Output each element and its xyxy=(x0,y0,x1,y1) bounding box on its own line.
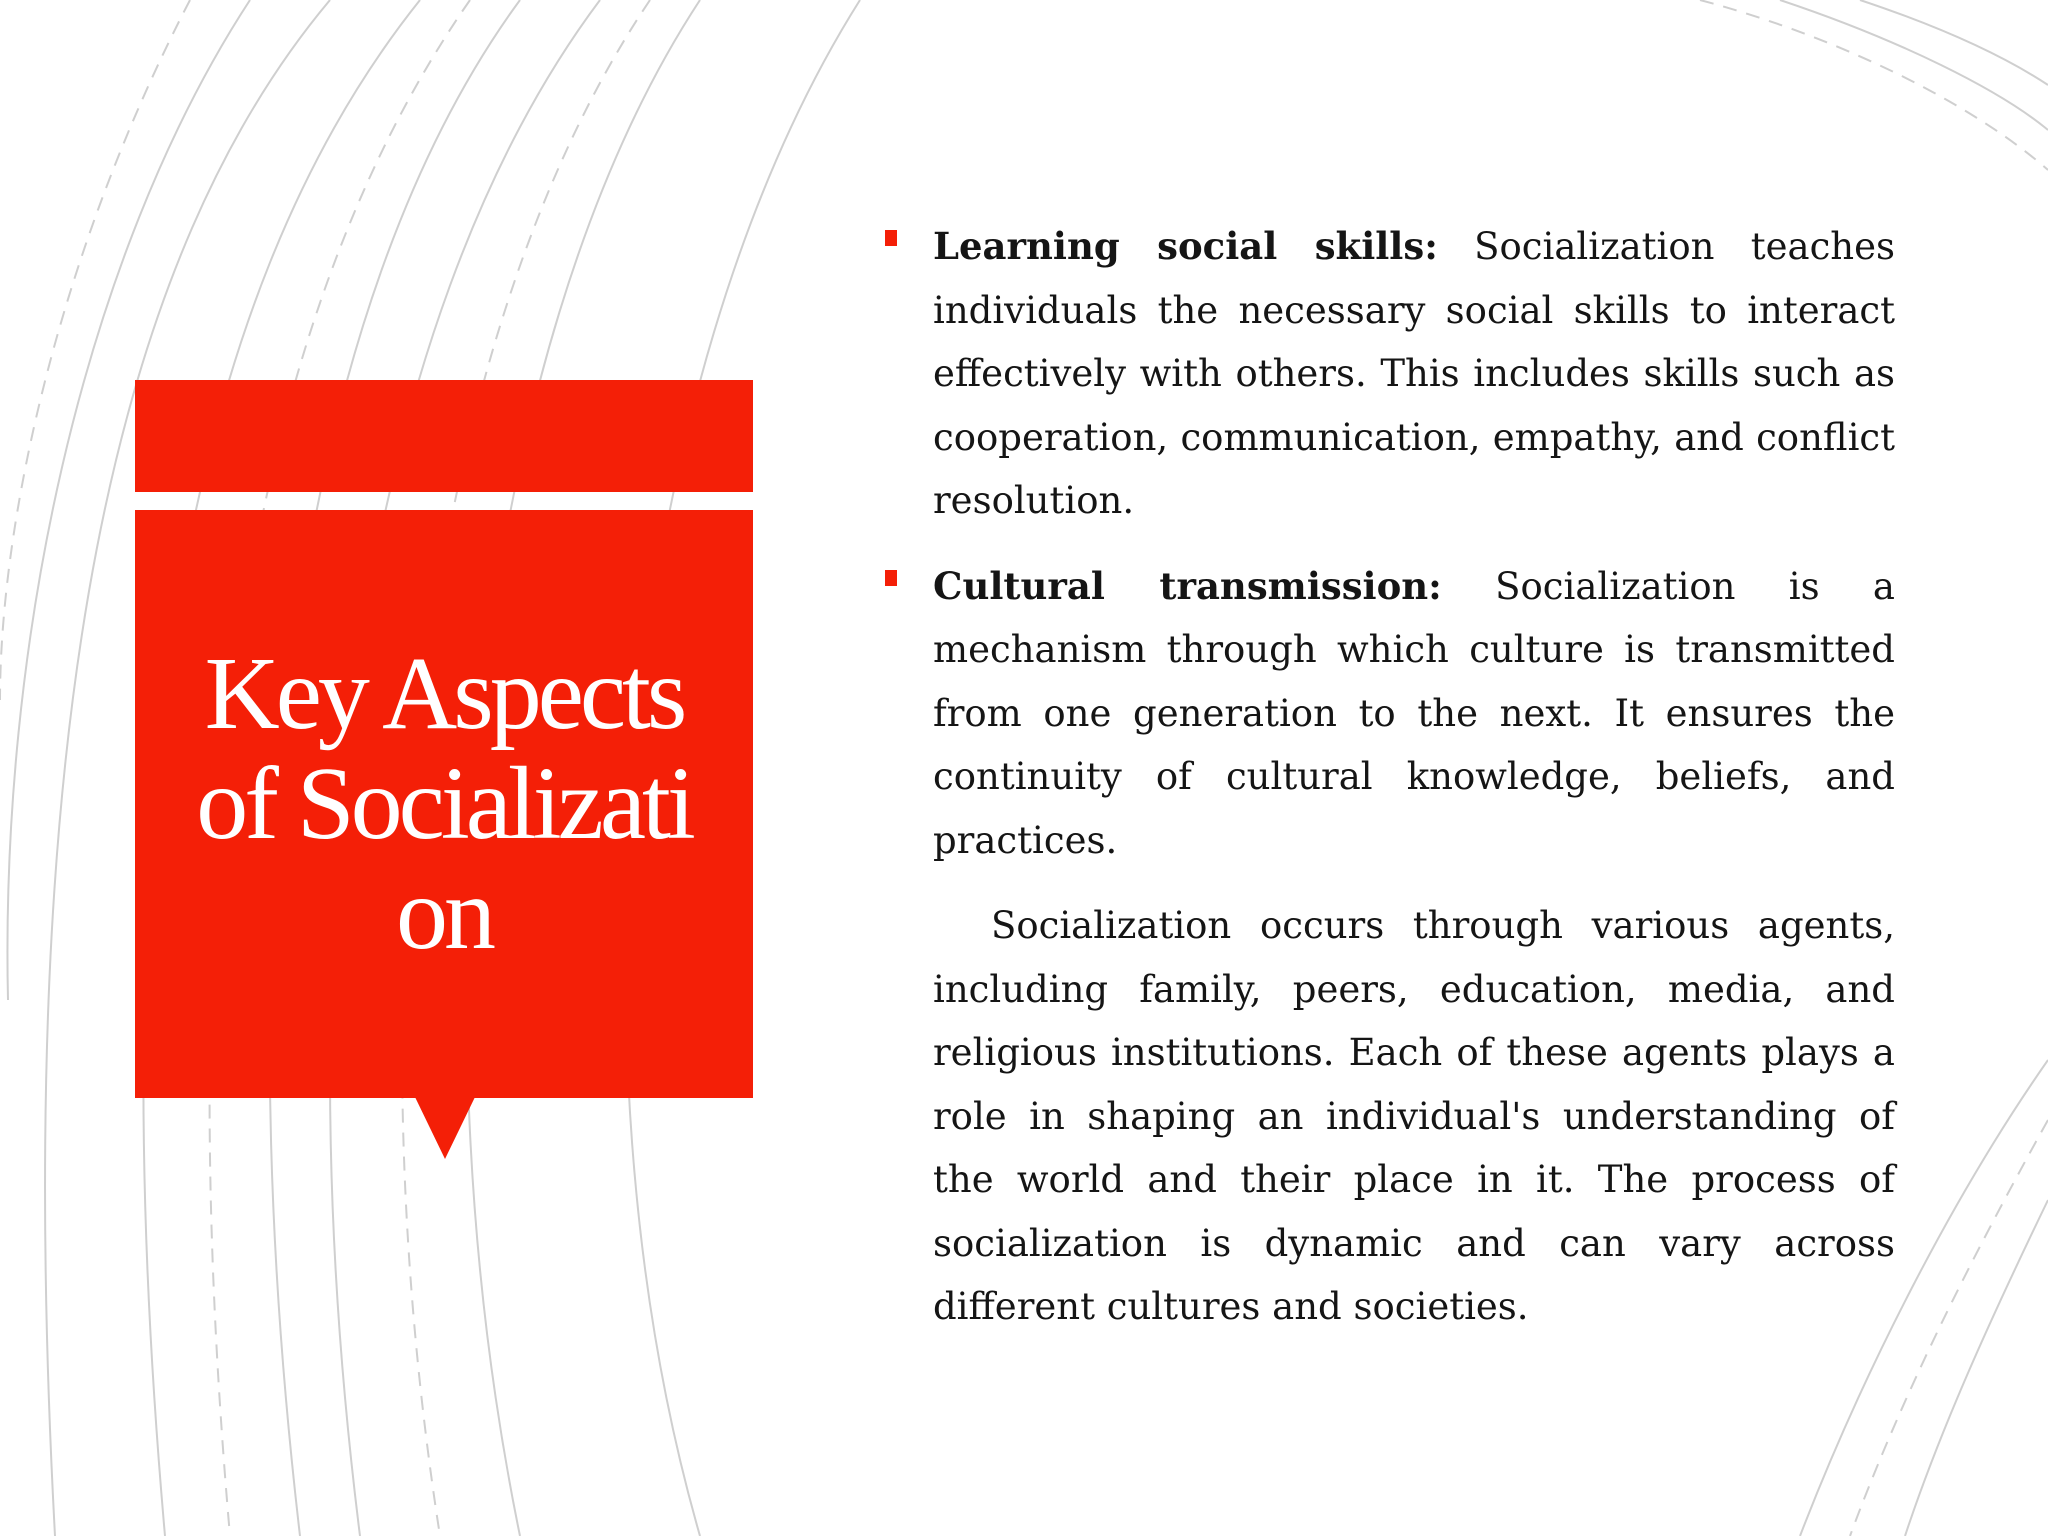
bullet-label: Learning social skills: xyxy=(933,224,1438,268)
square-bullet-icon xyxy=(885,230,897,246)
arc-line xyxy=(1905,1200,2048,1536)
content-area xyxy=(885,215,1895,1339)
title-box xyxy=(135,510,753,1098)
square-bullet-icon xyxy=(885,570,897,586)
body-paragraph: Socialization occurs through various agents, including family, peers, education, media, and religious institutions. Each of these agents plays a role in shaping an individual's understanding of the world and their place in it. The process of socialization is dynamic and can vary across different cultures and societies. xyxy=(933,904,1895,1328)
bullet-item-learning-social-skills xyxy=(885,215,1895,533)
bullet-text: Socialization is a mechanism through which culture is transmitted from one generation to the next. It ensures the continuity of cultural knowledge, beliefs, and practices. xyxy=(933,564,1895,862)
title-box-pointer xyxy=(415,1097,475,1159)
title-accent-bar xyxy=(135,380,753,492)
slide-title: Key Aspects of Socialization xyxy=(196,636,692,971)
bullet-label: Cultural transmission: xyxy=(933,563,1442,608)
dashed-arc-line xyxy=(1700,0,2048,170)
bullet-text: Socialization teaches individuals the necessary social skills to interact effectively with others. This includes skills such as cooperation, communication, empathy, and conflict resolution. xyxy=(933,225,1896,522)
bullet-item-cultural-transmission xyxy=(885,555,1895,873)
